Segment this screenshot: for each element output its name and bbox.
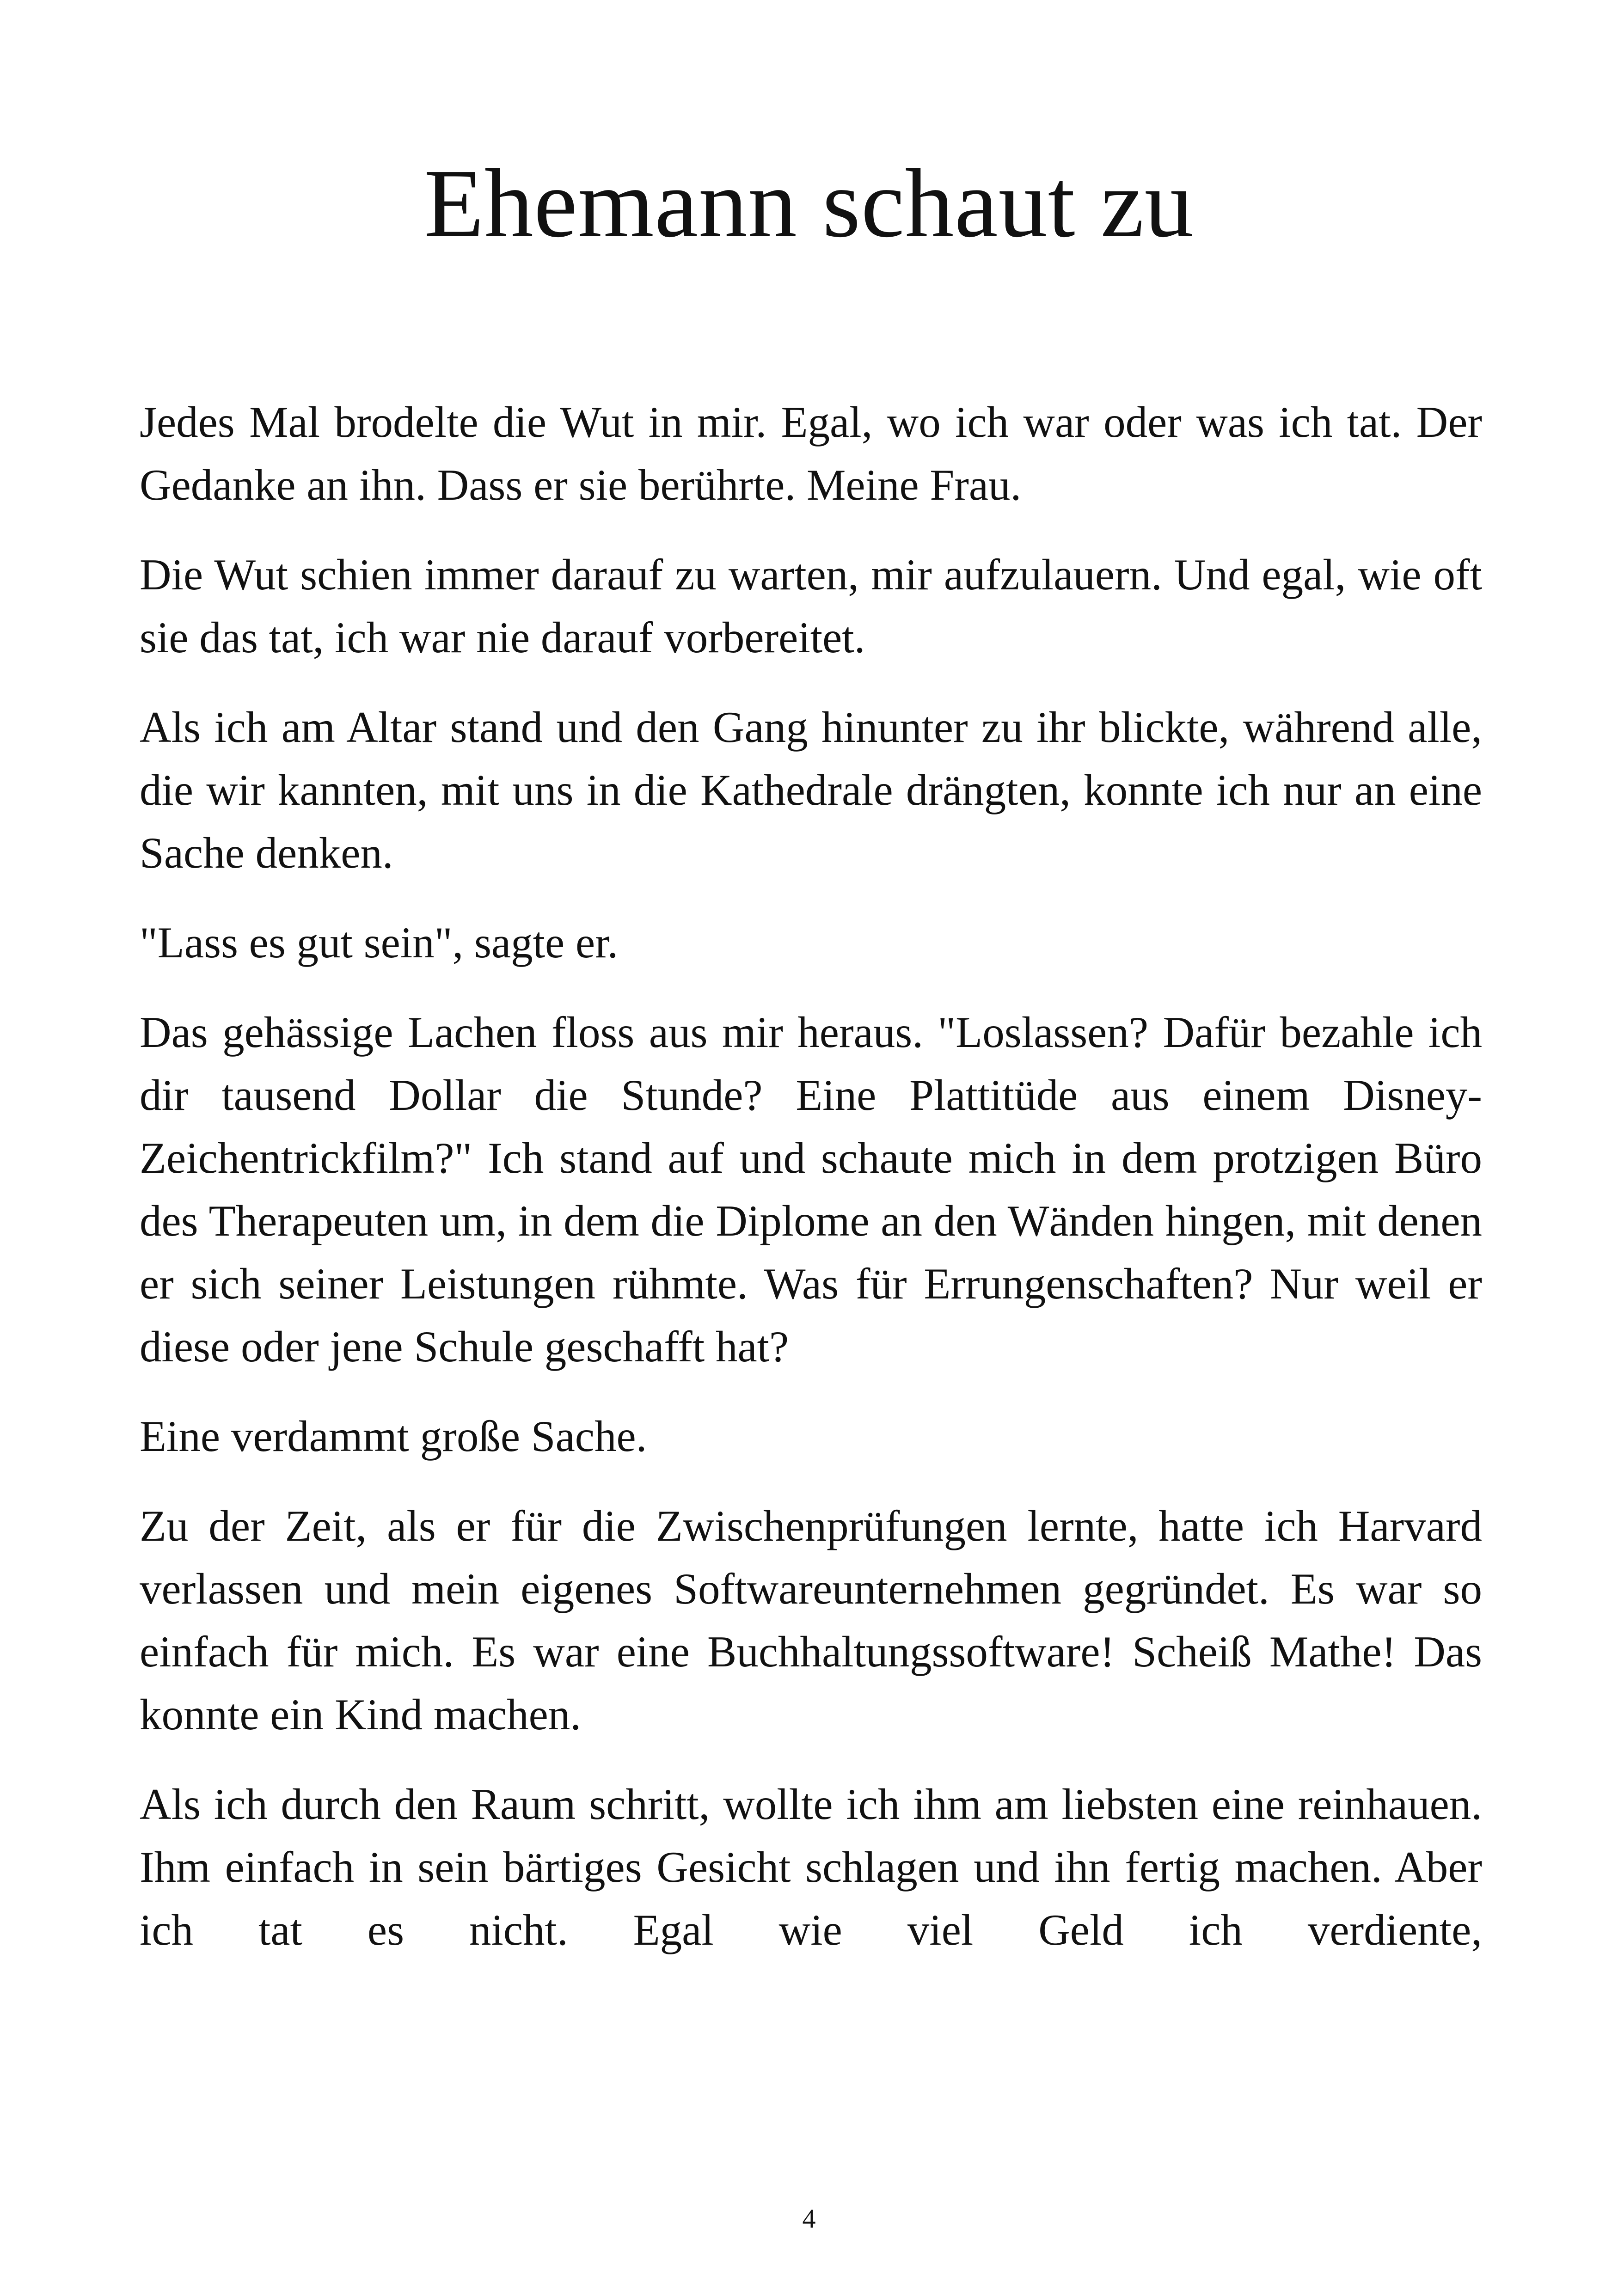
paragraph-5: Das gehässige Lachen floss aus mir heraus. "Loslassen? Dafür bezahle ich dir tausend Dollar die Stunde? Eine Plattitüde aus einem Disney-Zeichentrickfilm?" Ich stand auf und schaute mich in dem protzigen Büro des Therapeuten um, in dem die Diplome an den Wänden hingen, mit denen er sich seiner Leistungen rühmte. Was für Errungenschaften? Nur weil er diese oder jene Schule geschafft hat? <box>140 1008 1482 1371</box>
body-text <box>140 391 1482 1988</box>
paragraph-7: Zu der Zeit, als er für die Zwischenprüfungen lernte, hatte ich Harvard verlassen und mein eigenes Softwareunternehmen gegründet. Es war so einfach für mich. Es war eine Buchhaltungssoftware! Scheiß Mathe! Das konnte ein Kind machen. <box>140 1501 1482 1739</box>
paragraph-6: Eine verdammt große Sache. <box>140 1412 647 1461</box>
page-number: 4 <box>802 2204 816 2234</box>
paragraph-2: Die Wut schien immer darauf zu warten, mir aufzulauern. Und egal, wie oft sie das tat, ich war nie darauf vorbereitet. <box>140 550 1482 662</box>
paragraph-1: Jedes Mal brodelte die Wut in mir. Egal, wo ich war oder was ich tat. Der Gedanke an ihn. Dass er sie berührte. Meine Frau. <box>140 398 1482 509</box>
chapter-title: Ehemann schaut zu <box>424 149 1194 257</box>
paragraph-4: "Lass es gut sein", sagte er. <box>140 918 619 967</box>
paragraph-8: Als ich durch den Raum schritt, wollte ich ihm am liebsten eine reinhauen. Ihm einfach in sein bärtiges Gesicht schlagen und ihn fertig machen. Aber ich tat es nicht. Egal wie viel Geld ich verdiente, <box>140 1780 1482 1954</box>
paragraph-3: Als ich am Altar stand und den Gang hinunter zu ihr blickte, während alle, die wir kannten, mit uns in die Kathedrale drängten, konnte ich nur an eine Sache denken. <box>140 703 1482 877</box>
